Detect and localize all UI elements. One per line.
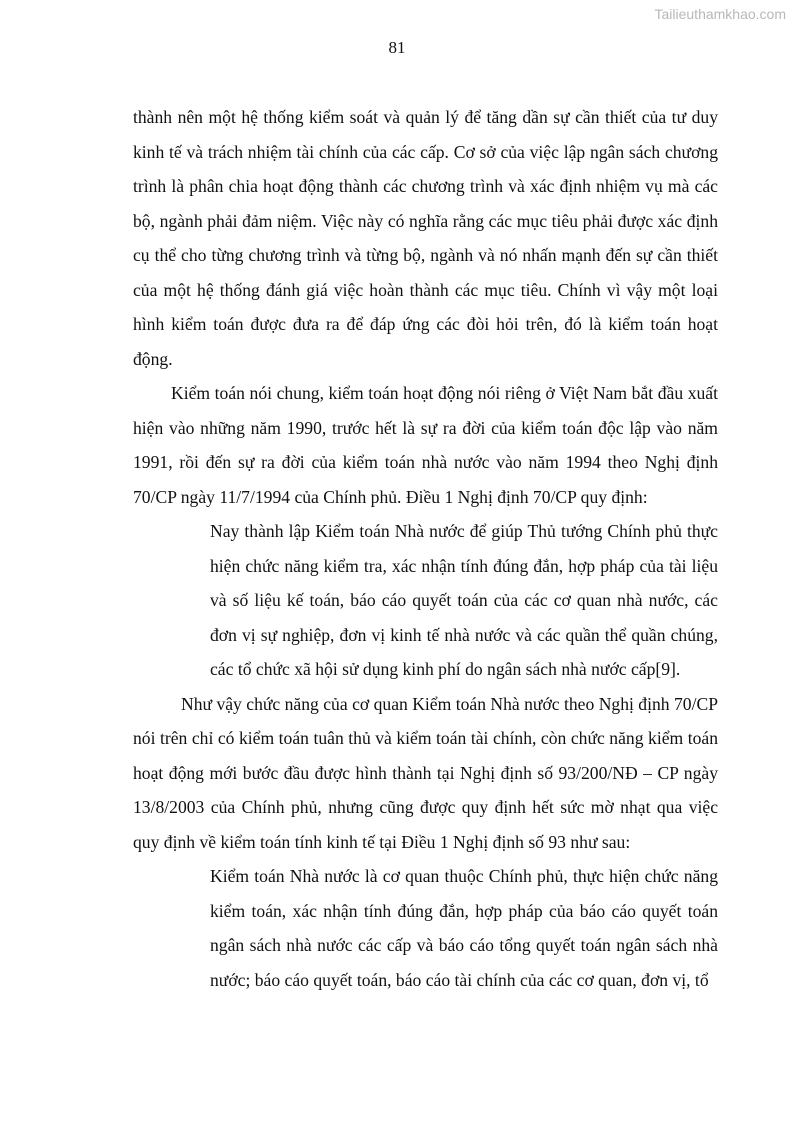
page-number: 81: [388, 38, 406, 57]
paragraph-audit-history: Kiểm toán nói chung, kiểm toán hoạt động nói riêng ở Việt Nam bắt đầu xuất hiện vào những năm 1990, trước hết là sự ra đời của kiểm toán độc lập vào năm 1991, rồi đến sự ra đời của kiểm toán nhà nước vào năm 1994 theo Nghị định 70/CP ngày 11/7/1994 của Chính phủ. Điều 1 Nghị định 70/CP quy định:: [133, 383, 718, 507]
watermark: Tailieuthamkhao.com: [654, 6, 786, 22]
paragraph-continuation: thành nên một hệ thống kiểm soát và quản lý để tăng dần sự cần thiết của tư duy kinh tế và trách nhiệm tài chính của các cấp. Cơ sở của việc lập ngân sách chương trình là phân chia hoạt động thành các chương trình và xác định nhiệm vụ mà các bộ, ngành phải đảm niệm. Việc này có nghĩa rằng các mục tiêu phải được xác định cụ thể cho từng chương trình và từng bộ, ngành và nó nhấn mạnh đến sự cần thiết của một hệ thống đánh giá việc hoàn thành các mục tiêu. Chính vì vậy một loại hình kiểm toán được đưa ra để đáp ứng các đòi hỏi trên, đó là kiểm toán hoạt động.: [133, 107, 718, 369]
quote-decree-93: Kiểm toán Nhà nước là cơ quan thuộc Chính phủ, thực hiện chức năng kiểm toán, xác nhận tính đúng đắn, hợp pháp của báo cáo quyết toán ngân sách nhà nước các cấp và báo cáo tổng quyết toán ngân sách nhà nước; báo cáo quyết toán, báo cáo tài chính của các cơ quan, đơn vị, tổ: [210, 866, 718, 990]
quote-decree-70: Nay thành lập Kiểm toán Nhà nước để giúp Thủ tướng Chính phủ thực hiện chức năng kiểm tra, xác nhận tính đúng đắn, hợp pháp của tài liệu và số liệu kế toán, báo cáo quyết toán của các cơ quan nhà nước, các đơn vị sự nghiệp, đơn vị kinh tế nhà nước và các quần thể quần chúng, các tổ chức xã hội sử dụng kinh phí do ngân sách nhà nước cấp[9].: [210, 521, 718, 679]
paragraph-audit-functions: Như vậy chức năng của cơ quan Kiểm toán Nhà nước theo Nghị định 70/CP nói trên chỉ có kiểm toán tuân thủ và kiểm toán tài chính, còn chức năng kiểm toán hoạt động mới bước đầu được hình thành tại Nghị định số 93/200/NĐ – CP ngày 13/8/2003 của Chính phủ, nhưng cũng được quy định hết sức mờ nhạt qua việc quy định về kiểm toán tính kinh tế tại Điều 1 Nghị định số 93 như sau:: [133, 693, 718, 852]
page-body: [133, 100, 718, 997]
